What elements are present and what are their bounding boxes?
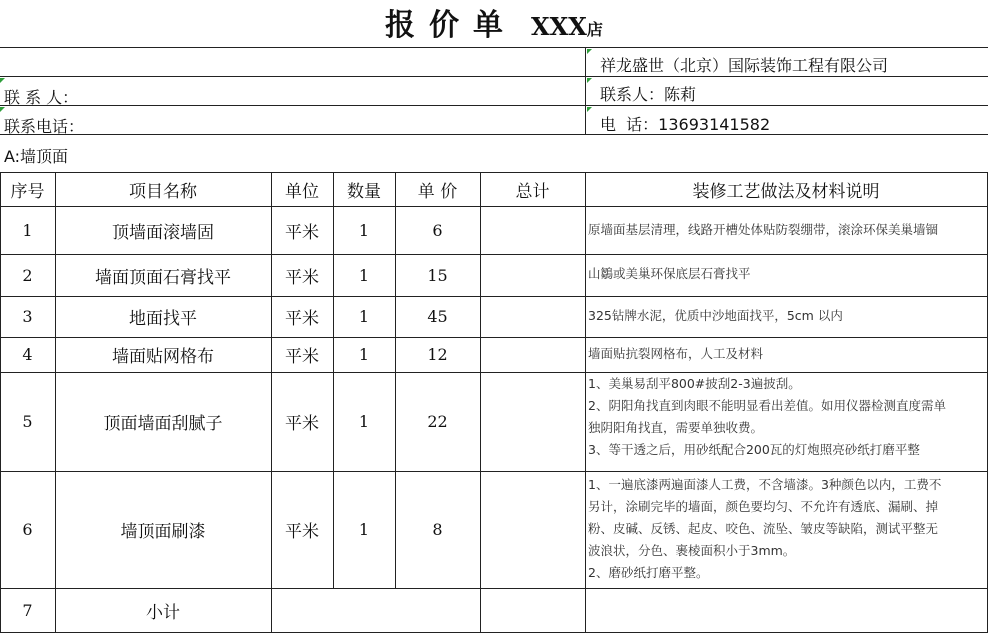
row-desc: 山鶵或美巢环保底层石膏找平 xyxy=(588,266,751,281)
row-item: 墙顶面刷漆 xyxy=(120,522,206,542)
row-item: 小计 xyxy=(146,602,180,623)
row-qty: 1 xyxy=(358,345,370,364)
row-price: 12 xyxy=(427,345,448,364)
header-total: 总计 xyxy=(515,181,550,202)
divider xyxy=(0,134,988,135)
client-contact-label: 联 系 人： xyxy=(4,88,79,107)
table-border xyxy=(0,632,988,633)
row-price: 45 xyxy=(427,307,448,326)
row-qty: 1 xyxy=(358,412,370,431)
row-price: 8 xyxy=(432,520,443,539)
title-suffix: 店 xyxy=(586,20,603,39)
row-no: 4 xyxy=(22,345,33,364)
row-no: 3 xyxy=(22,307,33,326)
cell-marker-icon xyxy=(587,107,592,112)
row-desc: 325钻牌水泥，优质中沙地面找平，5cm 以内 xyxy=(588,308,843,323)
row-item: 墙面顶面石膏找平 xyxy=(95,267,231,288)
row-price: 6 xyxy=(432,220,443,240)
row-unit: 平米 xyxy=(285,347,319,367)
header-desc: 装修工艺做法及材料说明 xyxy=(692,181,880,202)
row-item: 地面找平 xyxy=(129,309,197,329)
cell-marker-icon xyxy=(0,78,5,83)
row-qty: 1 xyxy=(358,307,370,326)
cell-marker-icon xyxy=(587,78,592,83)
row-no: 6 xyxy=(22,520,33,539)
row-unit: 平米 xyxy=(285,309,319,329)
row-item: 顶墙面滚墙固 xyxy=(112,222,214,243)
company-name: 祥龙盛世（北京）国际装饰工程有限公司 xyxy=(600,56,889,75)
row-price: 15 xyxy=(427,265,448,285)
row-item: 顶面墙面刮腻子 xyxy=(103,414,223,434)
table-border xyxy=(480,172,481,632)
divider xyxy=(0,105,988,106)
title-shop: XXX xyxy=(531,12,587,41)
row-no: 2 xyxy=(22,265,33,285)
row-desc: 原墙面基层清理，线路开槽处体贴防裂绷带，滚涂环保美巢墙锢 xyxy=(588,222,939,237)
row-item: 墙面贴网格布 xyxy=(112,347,214,367)
title-main: 报价单 xyxy=(385,8,518,43)
cell-marker-icon xyxy=(587,49,592,54)
row-price: 22 xyxy=(427,412,448,431)
row-unit: 平米 xyxy=(285,414,319,434)
table-border xyxy=(585,172,586,632)
company-contact: 联系人：陈莉 xyxy=(600,85,697,104)
header-price: 单 价 xyxy=(417,181,458,202)
row-unit: 平米 xyxy=(285,222,319,243)
row-no: 5 xyxy=(22,412,33,431)
row-qty: 1 xyxy=(358,265,370,285)
header-unit: 单位 xyxy=(285,181,319,202)
divider xyxy=(0,76,988,77)
row-qty: 1 xyxy=(358,520,370,539)
row-unit: 平米 xyxy=(285,522,319,542)
row-unit: 平米 xyxy=(285,267,319,288)
row-desc: 墙面贴抗裂网格布，人工及材料 xyxy=(588,346,764,361)
header-qty: 数量 xyxy=(347,181,381,202)
section-title: A:墙顶面 xyxy=(4,147,69,166)
client-phone-label: 联系电话： xyxy=(4,117,85,136)
company-phone: 电 话：13693141582 xyxy=(600,115,771,134)
row-desc: 1、一遍底漆两遍面漆人工费，不含墙漆。3种颜色以内，工费不 另计，涂刷完毕的墙面，颜色要均匀、不允许有透底、漏刷、掉 粉、皮碱、反锈、起皮、咬色、流坠、皱皮等缺陷，测试平整无 波浪状，分色、裹棱面积小于3mm。 2、磨砂纸打磨平整。 xyxy=(588,477,942,580)
header-item: 项目名称 xyxy=(129,181,197,202)
divider xyxy=(0,47,988,48)
row-desc: 1、美巢易刮平800#披刮2-3遍披刮。 2、阴阳角找直到肉眼不能明显看出差值。如用仪器检测直度需单 独阴阳角找直，需要单独收费。 3、等干透之后，用砂纸配合200瓦的灯炮照亮砂纸打磨平整 xyxy=(588,376,946,457)
page-title xyxy=(0,0,988,47)
row-no: 1 xyxy=(22,220,33,240)
header-no: 序号 xyxy=(10,181,45,202)
divider xyxy=(585,47,586,134)
row-qty: 1 xyxy=(358,220,370,240)
row-no: 7 xyxy=(22,600,33,620)
